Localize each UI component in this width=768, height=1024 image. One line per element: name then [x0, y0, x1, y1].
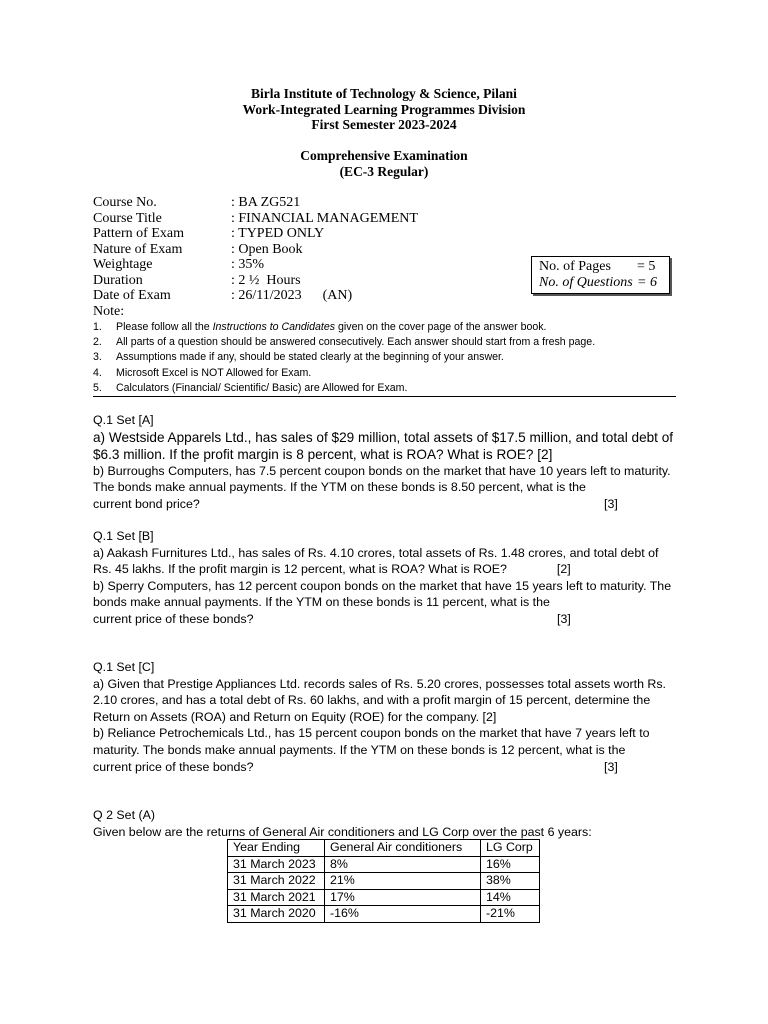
info-row-course-no: Course No. : BA ZG521	[93, 195, 301, 210]
table-header-cell: General Air conditioners	[325, 840, 481, 857]
question-part-a: a) Aakash Furnitures Ltd., has sales of Rs. 4.10 crores, total assets of Rs. 1.48 crores, and total debt of Rs. 45 lakhs. If the profit margin is 12 percent, what is ROA? What is ROE? [2]	[93, 545, 659, 577]
marks-label: [3]	[604, 496, 618, 511]
marks-label: [3]	[604, 759, 618, 774]
question-heading: Q 2 Set (A)	[93, 808, 155, 822]
marks-label: [3]	[557, 611, 571, 626]
table-header-row	[228, 840, 540, 857]
info-row-pattern: Pattern of Exam : TYPED ONLY	[93, 226, 325, 241]
question-part-a: a) Given that Prestige Appliances Ltd. records sales of Rs. 5.20 crores, possesses total assets worth Rs. 2.10 crores, and has a total debt of Rs. 60 lakhs, and with a profit margin of 15 percent, determine the Return on Assets (ROA) and Return on Equity (ROE) for the company. [2]	[93, 676, 666, 724]
question-2-set-a	[93, 807, 677, 840]
table-cell: 8%	[325, 856, 481, 873]
exam-subtitle: (EC-3 Regular)	[339, 164, 429, 179]
note-item: 5. Calculators (Financial/ Scientific/ Basic) are Allowed for Exam.	[93, 381, 408, 394]
table-cell: 17%	[325, 889, 481, 906]
question-last-line: current bond price? [3]	[93, 496, 618, 511]
table-row	[228, 889, 540, 906]
pages-questions-box	[531, 256, 670, 294]
question-heading: Q.1 Set [A]	[93, 413, 154, 427]
semester: First Semester 2023-2024	[311, 117, 457, 132]
note-item: 3. Assumptions made if any, should be stated clearly at the beginning of your answer.	[93, 351, 504, 364]
table-cell: -21%	[481, 906, 540, 923]
table-header-cell: Year Ending	[228, 840, 325, 857]
note-label: Note:	[93, 304, 125, 319]
table-row	[228, 873, 540, 890]
question-part-b: b) Burroughs Computers, has 7.5 percent coupon bonds on the market that have 10 years left to maturity. The bonds make annual payments. If the YTM on these bonds is 8.50 percent, what is the	[93, 463, 671, 495]
table-cell: 16%	[481, 856, 540, 873]
question-last-line: current price of these bonds? [3]	[93, 611, 571, 626]
question-1-set-b	[93, 528, 677, 628]
returns-table	[227, 839, 540, 923]
question-1-set-a	[93, 412, 677, 512]
table-row	[228, 906, 540, 923]
note-item: 1. Please follow all the Instructions to Candidates given on the cover page of the answer book.	[93, 321, 547, 333]
table-cell: 38%	[481, 873, 540, 890]
table-cell: -16%	[325, 906, 481, 923]
info-row-course-title: Course Title : FINANCIAL MANAGEMENT	[93, 210, 418, 226]
info-row-weightage: Weightage : 35%	[93, 257, 265, 272]
pages-count-row: No. of Pages = 5	[539, 259, 656, 274]
table-cell: 31 March 2020	[228, 906, 325, 923]
table-cell: 31 March 2023	[228, 856, 325, 873]
marks-label: [2]	[556, 562, 571, 577]
question-part-b: b) Sperry Computers, has 12 percent coupon bonds on the market that have 15 years left to maturity. The bonds make annual payments. If the YTM on these bonds is 11 percent, what is the	[93, 578, 672, 610]
notes-list	[93, 320, 673, 396]
questions-count-row: No. of Questions = 6	[539, 275, 657, 290]
exam-header	[0, 86, 768, 133]
question-part-a: a) Westside Apparels Ltd., has sales of $29 million, total assets of $17.5 million, and total debt of $6.3 million. If the profit margin is 8 percent, what is ROA? What is ROE? [2]	[93, 429, 674, 462]
table-cell: 31 March 2021	[228, 889, 325, 906]
info-row-nature: Nature of Exam : Open Book	[93, 241, 303, 257]
table-cell: 31 March 2022	[228, 873, 325, 890]
table-cell: 14%	[481, 889, 540, 906]
question-intro: Given below are the returns of General Air conditioners and LG Corp over the past 6 years:	[93, 824, 592, 839]
question-part-b: b) Reliance Petrochemicals Ltd., has 15 percent coupon bonds on the market that have 7 years left to maturity. The bonds make annual payments. If the YTM on these bonds is 12 percent, what is the	[93, 726, 650, 757]
institute-name: Birla Institute of Technology & Science, Pilani	[251, 86, 517, 101]
question-heading: Q.1 Set [C]	[93, 660, 155, 674]
question-last-line: current price of these bonds? [3]	[93, 759, 618, 774]
divider	[93, 396, 676, 397]
note-item: 2. All parts of a question should be answered consecutively. Each answer should start from a fresh page.	[93, 336, 596, 349]
exam-title-block	[0, 148, 768, 180]
question-1-set-c	[93, 659, 677, 775]
question-heading: Q.1 Set [B]	[93, 529, 154, 543]
table-row	[228, 856, 540, 873]
info-row-duration: Duration : 2 ½ Hours	[93, 272, 301, 288]
note-item: 4. Microsoft Excel is NOT Allowed for Exam.	[93, 366, 312, 379]
division-name: Work-Integrated Learning Programmes Division	[242, 101, 526, 117]
course-info	[93, 195, 418, 304]
info-row-date: Date of Exam : 26/11/2023 (AN)	[93, 288, 353, 303]
table-cell: 21%	[325, 873, 481, 890]
exam-title: Comprehensive Examination	[300, 148, 468, 163]
table-header-cell: LG Corp	[481, 840, 540, 857]
